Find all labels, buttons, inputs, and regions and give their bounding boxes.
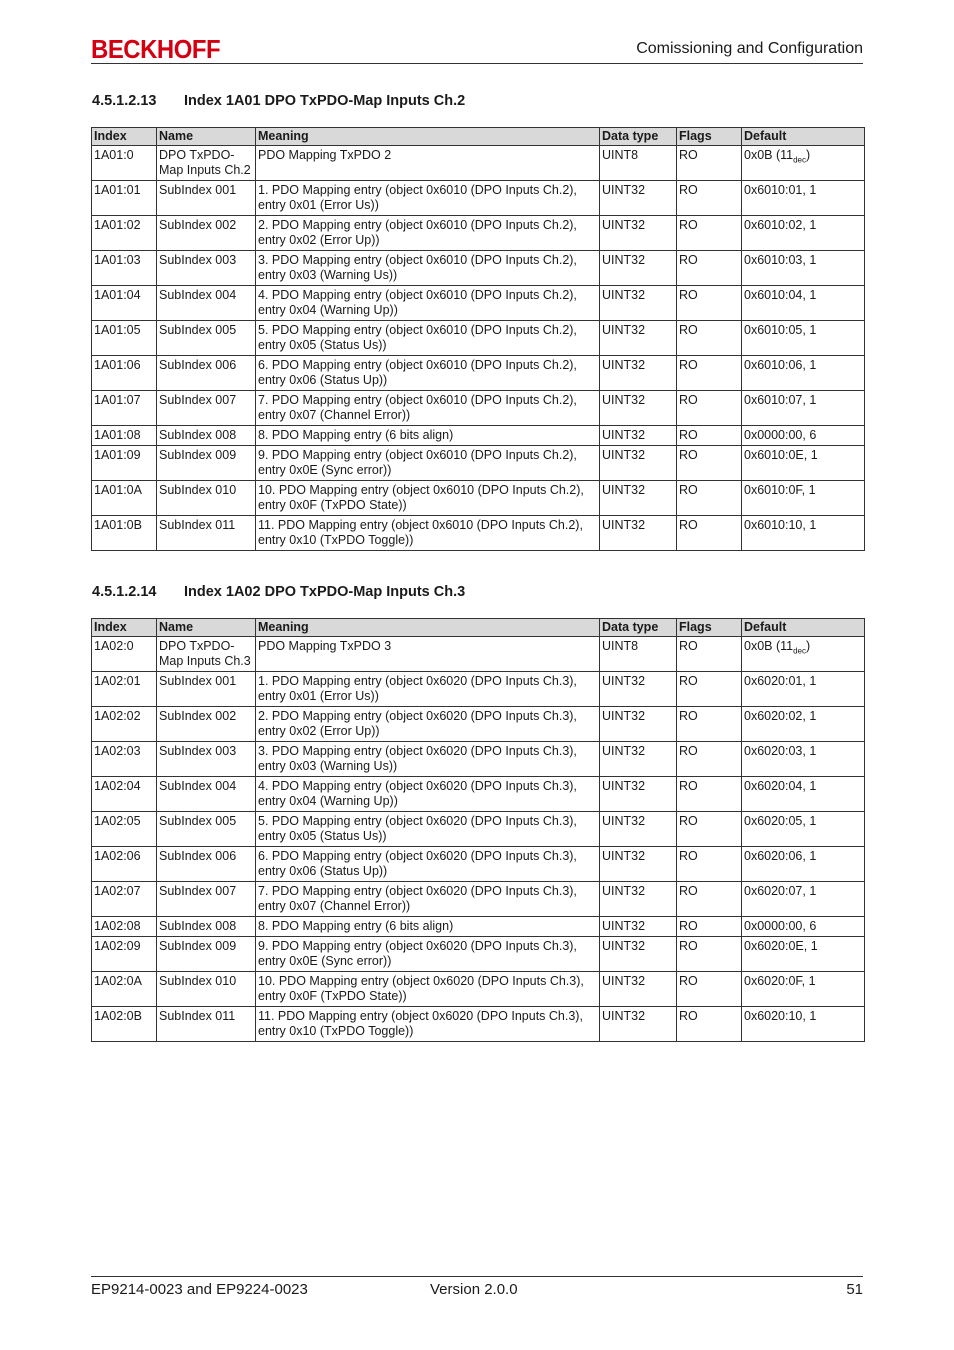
cell-flags: RO <box>677 356 742 391</box>
cell-flags: RO <box>677 1007 742 1042</box>
cell-meaning: 9. PDO Mapping entry (object 0x6020 (DPO Inputs Ch.3), entry 0x0E (Sync error)) <box>256 937 600 972</box>
cell-meaning: 8. PDO Mapping entry (6 bits align) <box>256 426 600 446</box>
cell-flags: RO <box>677 672 742 707</box>
cell-index: 1A02:08 <box>92 917 157 937</box>
cell-type: UINT32 <box>600 672 677 707</box>
column-header: Flags <box>677 619 742 637</box>
cell-type: UINT32 <box>600 812 677 847</box>
cell-meaning: 2. PDO Mapping entry (object 0x6010 (DPO Inputs Ch.2), entry 0x02 (Error Up)) <box>256 216 600 251</box>
object-table-1a01 <box>91 127 865 551</box>
footer-product: EP9214-0023 and EP9224-0023 <box>91 1281 308 1298</box>
cell-flags: RO <box>677 321 742 356</box>
section-heading-1a01 <box>92 93 465 109</box>
cell-index: 1A02:0B <box>92 1007 157 1042</box>
cell-index: 1A01:0A <box>92 481 157 516</box>
cell-flags: RO <box>677 937 742 972</box>
cell-type: UINT32 <box>600 1007 677 1042</box>
cell-meaning: 1. PDO Mapping entry (object 0x6010 (DPO Inputs Ch.2), entry 0x01 (Error Us)) <box>256 181 600 216</box>
cell-default <box>742 146 865 181</box>
cell-index: 1A02:06 <box>92 847 157 882</box>
cell-meaning: 4. PDO Mapping entry (object 0x6020 (DPO Inputs Ch.3), entry 0x04 (Warning Up)) <box>256 777 600 812</box>
table-row <box>92 391 865 426</box>
column-header: Name <box>157 128 256 146</box>
cell-flags: RO <box>677 391 742 426</box>
default-tail: ) <box>806 148 811 162</box>
cell-flags: RO <box>677 481 742 516</box>
cell-default: 0x6010:05, 1 <box>742 321 865 356</box>
cell-default: 0x6020:06, 1 <box>742 847 865 882</box>
cell-type: UINT8 <box>600 146 677 181</box>
cell-default: 0x6020:07, 1 <box>742 882 865 917</box>
table-row <box>92 882 865 917</box>
cell-meaning: 7. PDO Mapping entry (object 0x6020 (DPO Inputs Ch.3), entry 0x07 (Channel Error)) <box>256 882 600 917</box>
cell-name: SubIndex 008 <box>157 917 256 937</box>
cell-type: UINT32 <box>600 847 677 882</box>
cell-meaning: 6. PDO Mapping entry (object 0x6020 (DPO Inputs Ch.3), entry 0x06 (Status Up)) <box>256 847 600 882</box>
default-value: 0x0B (11 <box>744 639 794 653</box>
default-tail: ) <box>806 639 811 653</box>
cell-flags: RO <box>677 146 742 181</box>
cell-flags: RO <box>677 812 742 847</box>
cell-type: UINT32 <box>600 937 677 972</box>
cell-type: UINT32 <box>600 356 677 391</box>
cell-name: SubIndex 005 <box>157 321 256 356</box>
cell-index: 1A01:05 <box>92 321 157 356</box>
cell-index: 1A01:01 <box>92 181 157 216</box>
cell-name: SubIndex 004 <box>157 286 256 321</box>
cell-default: 0x6020:0F, 1 <box>742 972 865 1007</box>
cell-meaning: 10. PDO Mapping entry (object 0x6010 (DPO Inputs Ch.2), entry 0x0F (TxPDO State)) <box>256 481 600 516</box>
cell-flags: RO <box>677 181 742 216</box>
cell-default: 0x6020:0E, 1 <box>742 937 865 972</box>
table-row <box>92 777 865 812</box>
cell-meaning: 2. PDO Mapping entry (object 0x6020 (DPO Inputs Ch.3), entry 0x02 (Error Up)) <box>256 707 600 742</box>
column-header: Flags <box>677 128 742 146</box>
table-row <box>92 742 865 777</box>
cell-index: 1A02:0A <box>92 972 157 1007</box>
table-row <box>92 481 865 516</box>
table-row <box>92 446 865 481</box>
cell-meaning: 3. PDO Mapping entry (object 0x6010 (DPO Inputs Ch.2), entry 0x03 (Warning Us)) <box>256 251 600 286</box>
cell-name: SubIndex 006 <box>157 847 256 882</box>
cell-meaning: 7. PDO Mapping entry (object 0x6010 (DPO Inputs Ch.2), entry 0x07 (Channel Error)) <box>256 391 600 426</box>
cell-flags: RO <box>677 707 742 742</box>
cell-type: UINT32 <box>600 742 677 777</box>
cell-flags: RO <box>677 972 742 1007</box>
header-divider <box>91 63 863 64</box>
cell-name: SubIndex 007 <box>157 882 256 917</box>
cell-name: SubIndex 003 <box>157 742 256 777</box>
column-header: Default <box>742 619 865 637</box>
cell-flags: RO <box>677 251 742 286</box>
table-row <box>92 972 865 1007</box>
cell-default: 0x6010:0E, 1 <box>742 446 865 481</box>
cell-type: UINT32 <box>600 391 677 426</box>
cell-default: 0x6010:03, 1 <box>742 251 865 286</box>
cell-flags: RO <box>677 777 742 812</box>
cell-index: 1A02:01 <box>92 672 157 707</box>
cell-index: 1A01:04 <box>92 286 157 321</box>
table-row <box>92 321 865 356</box>
column-header: Meaning <box>256 619 600 637</box>
cell-name: SubIndex 006 <box>157 356 256 391</box>
cell-name: SubIndex 002 <box>157 707 256 742</box>
cell-flags: RO <box>677 847 742 882</box>
cell-name: SubIndex 007 <box>157 391 256 426</box>
cell-default: 0x6010:04, 1 <box>742 286 865 321</box>
beckhoff-logo: BECKHOFF <box>91 34 221 64</box>
table-header-row <box>92 619 865 637</box>
cell-meaning: 3. PDO Mapping entry (object 0x6020 (DPO Inputs Ch.3), entry 0x03 (Warning Us)) <box>256 742 600 777</box>
cell-type: UINT32 <box>600 882 677 917</box>
table-row <box>92 216 865 251</box>
chapter-title: Comissioning and Configuration <box>636 40 863 57</box>
cell-default: 0x6010:06, 1 <box>742 356 865 391</box>
cell-meaning: PDO Mapping TxPDO 2 <box>256 146 600 181</box>
cell-meaning: 6. PDO Mapping entry (object 0x6010 (DPO Inputs Ch.2), entry 0x06 (Status Up)) <box>256 356 600 391</box>
cell-index: 1A01:0 <box>92 146 157 181</box>
cell-name: SubIndex 005 <box>157 812 256 847</box>
cell-meaning: 5. PDO Mapping entry (object 0x6020 (DPO Inputs Ch.3), entry 0x05 (Status Us)) <box>256 812 600 847</box>
cell-index: 1A01:09 <box>92 446 157 481</box>
cell-index: 1A02:0 <box>92 637 157 672</box>
cell-default: 0x0000:00, 6 <box>742 917 865 937</box>
table-row <box>92 672 865 707</box>
table-row <box>92 181 865 216</box>
cell-meaning: 11. PDO Mapping entry (object 0x6010 (DPO Inputs Ch.2), entry 0x10 (TxPDO Toggle)) <box>256 516 600 551</box>
column-header: Index <box>92 128 157 146</box>
cell-index: 1A01:03 <box>92 251 157 286</box>
section-number: 4.5.1.2.14 <box>92 584 157 600</box>
table-row <box>92 356 865 391</box>
cell-type: UINT32 <box>600 972 677 1007</box>
cell-flags: RO <box>677 742 742 777</box>
cell-default: 0x6010:0F, 1 <box>742 481 865 516</box>
cell-flags: RO <box>677 216 742 251</box>
column-header: Default <box>742 128 865 146</box>
cell-type: UINT8 <box>600 637 677 672</box>
cell-flags: RO <box>677 637 742 672</box>
section-heading-1a02 <box>92 584 465 600</box>
cell-name: SubIndex 010 <box>157 972 256 1007</box>
cell-type: UINT32 <box>600 481 677 516</box>
cell-default: 0x6010:02, 1 <box>742 216 865 251</box>
column-header: Data type <box>600 619 677 637</box>
default-base-subscript: dec <box>793 155 807 165</box>
section-title-text: Index 1A01 DPO TxPDO-Map Inputs Ch.2 <box>184 93 466 109</box>
cell-type: UINT32 <box>600 426 677 446</box>
table-row <box>92 847 865 882</box>
cell-index: 1A01:07 <box>92 391 157 426</box>
cell-index: 1A01:08 <box>92 426 157 446</box>
table-row <box>92 637 865 672</box>
default-base-subscript: dec <box>793 646 807 656</box>
cell-type: UINT32 <box>600 286 677 321</box>
cell-type: UINT32 <box>600 216 677 251</box>
cell-meaning: 5. PDO Mapping entry (object 0x6010 (DPO Inputs Ch.2), entry 0x05 (Status Us)) <box>256 321 600 356</box>
cell-index: 1A02:04 <box>92 777 157 812</box>
cell-index: 1A02:02 <box>92 707 157 742</box>
table-row <box>92 1007 865 1042</box>
cell-meaning: PDO Mapping TxPDO 3 <box>256 637 600 672</box>
cell-meaning: 11. PDO Mapping entry (object 0x6020 (DPO Inputs Ch.3), entry 0x10 (TxPDO Toggle)) <box>256 1007 600 1042</box>
page-number: 51 <box>846 1281 863 1298</box>
cell-name: SubIndex 002 <box>157 216 256 251</box>
table-row <box>92 516 865 551</box>
cell-name: SubIndex 009 <box>157 937 256 972</box>
cell-name: DPO TxPDO-Map Inputs Ch.2 <box>157 146 256 181</box>
cell-index: 1A01:06 <box>92 356 157 391</box>
cell-index: 1A02:05 <box>92 812 157 847</box>
cell-name: SubIndex 011 <box>157 1007 256 1042</box>
cell-meaning: 8. PDO Mapping entry (6 bits align) <box>256 917 600 937</box>
cell-default: 0x6010:01, 1 <box>742 181 865 216</box>
cell-type: UINT32 <box>600 321 677 356</box>
table-row <box>92 251 865 286</box>
cell-type: UINT32 <box>600 707 677 742</box>
cell-name: SubIndex 003 <box>157 251 256 286</box>
cell-flags: RO <box>677 446 742 481</box>
cell-default: 0x6020:05, 1 <box>742 812 865 847</box>
cell-default: 0x0000:00, 6 <box>742 426 865 446</box>
cell-type: UINT32 <box>600 446 677 481</box>
cell-name: SubIndex 009 <box>157 446 256 481</box>
footer-divider <box>91 1276 863 1277</box>
cell-default: 0x6020:01, 1 <box>742 672 865 707</box>
cell-default: 0x6010:07, 1 <box>742 391 865 426</box>
section-number: 4.5.1.2.13 <box>92 93 157 109</box>
cell-type: UINT32 <box>600 516 677 551</box>
column-header: Meaning <box>256 128 600 146</box>
cell-default: 0x6020:03, 1 <box>742 742 865 777</box>
cell-flags: RO <box>677 516 742 551</box>
cell-meaning: 4. PDO Mapping entry (object 0x6010 (DPO Inputs Ch.2), entry 0x04 (Warning Up)) <box>256 286 600 321</box>
cell-type: UINT32 <box>600 777 677 812</box>
cell-name: SubIndex 008 <box>157 426 256 446</box>
cell-type: UINT32 <box>600 917 677 937</box>
cell-default <box>742 637 865 672</box>
cell-name: SubIndex 004 <box>157 777 256 812</box>
table-header-row <box>92 128 865 146</box>
column-header: Data type <box>600 128 677 146</box>
table-row <box>92 917 865 937</box>
table-row <box>92 937 865 972</box>
cell-type: UINT32 <box>600 251 677 286</box>
cell-name: SubIndex 001 <box>157 672 256 707</box>
column-header: Name <box>157 619 256 637</box>
cell-default: 0x6020:04, 1 <box>742 777 865 812</box>
cell-default: 0x6010:10, 1 <box>742 516 865 551</box>
cell-index: 1A01:0B <box>92 516 157 551</box>
cell-flags: RO <box>677 426 742 446</box>
footer-version: Version 2.0.0 <box>430 1281 518 1298</box>
table-row <box>92 426 865 446</box>
cell-name: SubIndex 010 <box>157 481 256 516</box>
cell-default: 0x6020:02, 1 <box>742 707 865 742</box>
cell-index: 1A01:02 <box>92 216 157 251</box>
column-header: Index <box>92 619 157 637</box>
cell-name: SubIndex 001 <box>157 181 256 216</box>
table-row <box>92 286 865 321</box>
cell-flags: RO <box>677 286 742 321</box>
cell-flags: RO <box>677 917 742 937</box>
cell-index: 1A02:03 <box>92 742 157 777</box>
table-row <box>92 146 865 181</box>
table-row <box>92 707 865 742</box>
cell-meaning: 10. PDO Mapping entry (object 0x6020 (DPO Inputs Ch.3), entry 0x0F (TxPDO State)) <box>256 972 600 1007</box>
cell-default: 0x6020:10, 1 <box>742 1007 865 1042</box>
cell-name: SubIndex 011 <box>157 516 256 551</box>
cell-type: UINT32 <box>600 181 677 216</box>
section-title-text: Index 1A02 DPO TxPDO-Map Inputs Ch.3 <box>184 584 466 600</box>
cell-index: 1A02:07 <box>92 882 157 917</box>
cell-meaning: 9. PDO Mapping entry (object 0x6010 (DPO Inputs Ch.2), entry 0x0E (Sync error)) <box>256 446 600 481</box>
cell-index: 1A02:09 <box>92 937 157 972</box>
object-table-1a02 <box>91 618 865 1042</box>
cell-name: DPO TxPDO-Map Inputs Ch.3 <box>157 637 256 672</box>
cell-flags: RO <box>677 882 742 917</box>
table-row <box>92 812 865 847</box>
cell-meaning: 1. PDO Mapping entry (object 0x6020 (DPO Inputs Ch.3), entry 0x01 (Error Us)) <box>256 672 600 707</box>
default-value: 0x0B (11 <box>744 148 794 162</box>
